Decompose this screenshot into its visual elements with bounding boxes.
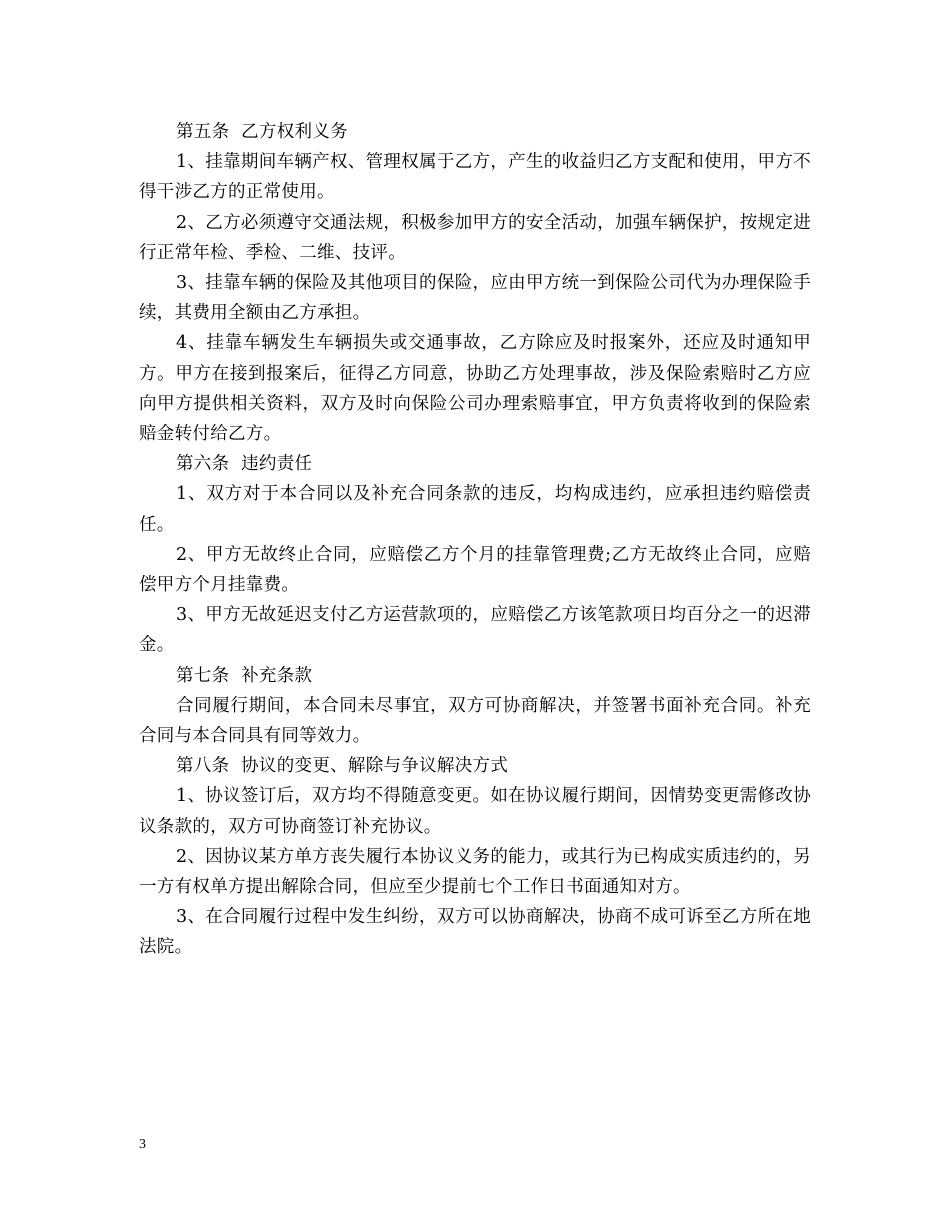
article-8-clause-3: 3、在合同履行过程中发生纠纷，双方可以协商解决，协商不成可诉至乙方所在地法院。 [139,907,811,958]
article-5-heading: 第五条 乙方权利义务 [176,122,348,142]
article-8-heading: 第八条 协议的变更、解除与争议解决方式 [176,756,509,777]
article-5-clause-1: 1、挂靠期间车辆产权、管理权属于乙方，产生的收益归乙方支配和使用，甲方不得干涉乙方的正常使用。 [139,152,811,203]
article-7-text: 合同履行期间，本合同未尽事宜，双方可协商解决，并签署书面补充合同。补充合同与本合同具有同等效力。 [139,695,811,747]
article-7-heading: 第七条 补充条款 [176,665,313,686]
article-8-clause-1: 1、协议签订后，双方均不得随意变更。如在协议履行期间，因情势变更需修改协议条款的，双方可协商签订补充协议。 [139,786,811,837]
article-6-heading: 第六条 违约责任 [176,454,313,475]
article-6-clause-1: 1、双方对于本合同以及补充合同条款的违反，均构成违约，应承担违约赔偿责任。 [139,484,811,535]
document-body [139,117,811,963]
article-5-clause-4: 4、挂靠车辆发生车辆损失或交通事故，乙方除应及时报案外，还应及时通知甲方。甲方在接到报案后，征得乙方同意，协助乙方处理事故，涉及保险索赔时乙方应向甲方提供相关资料，双方及时向保险公司办理索赔事宜，甲方负责将收到的保险索赔金转付给乙方。 [139,333,811,445]
article-6-clause-3: 3、甲方无故延迟支付乙方运营款项的，应赔偿乙方该笔款项日均百分之一的迟滞金。 [139,605,811,656]
article-5-clause-2: 2、乙方必须遵守交通法规，积极参加甲方的安全活动，加强车辆保护，按规定进行正常年检、季检、二维、技评。 [139,212,811,263]
article-8-clause-2: 2、因协议某方单方丧失履行本协议义务的能力，或其行为已构成实质违约的，另一方有权单方提出解除合同，但应至少提前七个工作日书面通知对方。 [139,846,811,898]
article-6-clause-2: 2、甲方无故终止合同，应赔偿乙方个月的挂靠管理费;乙方无故终止合同，应赔偿甲方个月挂靠费。 [139,544,811,596]
page-number: 3 [139,1137,146,1152]
article-5-clause-3: 3、挂靠车辆的保险及其他项目的保险，应由甲方统一到保险公司代为办理保险手续，其费用全额由乙方承担。 [139,273,811,324]
